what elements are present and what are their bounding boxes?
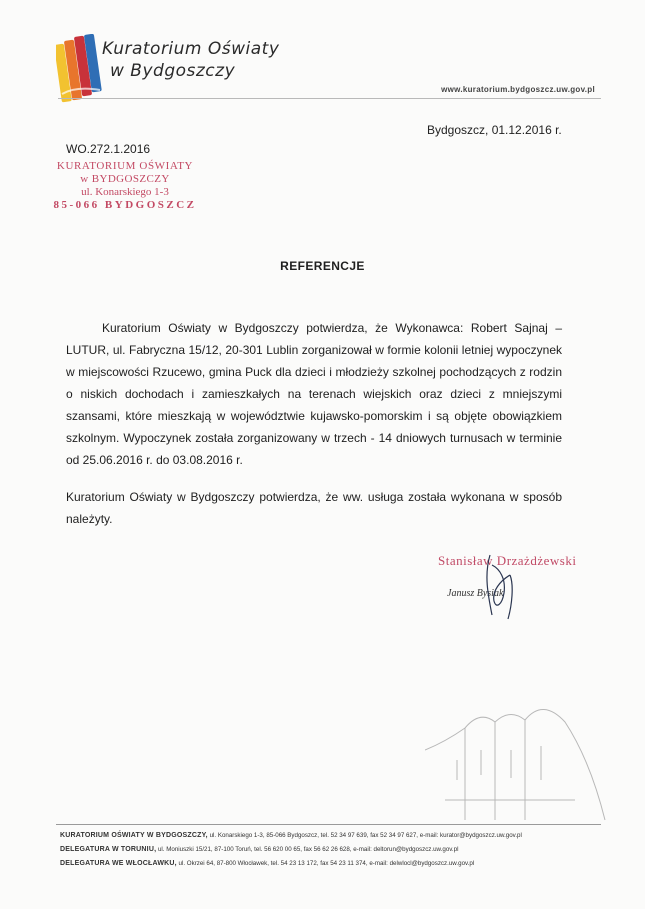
office-stamp [40,160,210,212]
footer-row-3-name: DELEGATURA WE WŁOCŁAWKU, [60,860,177,867]
body-paragraph-2: Kuratorium Oświaty w Bydgoszczy potwierdza, że ww. usługa została wykonana w sposób należyty. [66,490,562,526]
body-paragraph-1: Kuratorium Oświaty w Bydgoszczy potwierdza, że Wykonawca: Robert Sajnaj – LUTUR, ul. Fabryczna 15/12, 20-301 Lublin zorganizował w formie kolonii letniej wypoczynek w miejscowości Rzucewo, gmina Puck dla dzieci i młodzieży szkolnej pochodzących z rodzin o niskich dochodach i zamieszkałych na terenach wiejskich oraz dzieci z mniejszymi szansami, które mieszkają w województwie kujawsko-pomorskim i są objęte obowiązkiem szkolnym. Wypoczynek została zorganizowany w trzech - 14 dniowych turnusach w terminie od 25.06.2016 r. do 03.08.2016 r. [66,321,562,467]
building-watermark-icon [425,680,625,830]
stamp-line-2: w BYDGOSZCZY [80,173,170,185]
footer-row-1-name: KURATORIUM OŚWIATY W BYDGOSZCZY, [60,832,208,839]
header-divider [58,98,601,99]
body-paragraph-2-container [66,486,562,530]
footer-contacts [60,829,522,871]
footer-row-wloclawek [60,857,522,871]
logo-line-2: w Bydgoszczy [110,61,236,81]
signature-stamp-name-1: Stanisław Drzażdżewski [438,553,577,568]
logo-wordmark [102,38,279,82]
place-date: Bydgoszcz, 01.12.2016 r. [427,123,562,137]
footer-row-kuratorium [60,829,522,843]
kuratorium-logo-icon [56,34,106,106]
logo-line-1: Kuratorium Oświaty [102,39,280,59]
body-paragraph-1-container [66,317,562,471]
footer-row-2-details: ul. Moniuszki 15/21, 87-100 Toruń, tel. 56 620 00 65, fax 56 62 26 628, e-mail: deltorun@bydgoszcz.uw.gov.pl [157,846,459,853]
footer-row-torun [60,843,522,857]
stamp-line-3: ul. Konarskiego 1-3 [81,186,169,198]
website-url: www.kuratorium.bydgoszcz.uw.gov.pl [441,85,595,94]
reference-number: WO.272.1.2016 [66,142,151,156]
stamp-line-1: KURATORIUM OŚWIATY [56,160,194,172]
footer-row-2-name: DELEGATURA W TORUNIU, [60,846,157,853]
footer-divider [56,824,601,825]
footer-row-3-details: ul. Okrzei 64, 87-800 Włocławek, tel. 54 23 13 172, fax 54 23 11 374, e-mail: delwlocl@bydgoszcz.uw.gov.pl [178,860,475,867]
signature-stamp-name-2: Janusz Bysiak [447,588,504,599]
handwritten-signature-icon [470,545,540,625]
stamp-line-4: 85-066 BYDGOSZCZ [53,199,197,211]
footer-row-1-details: ul. Konarskiego 1-3, 85-066 Bydgoszcz, tel. 52 34 97 639, fax 52 34 97 627, e-mail: kurator@bydgoszcz.uw.gov.pl [209,832,522,839]
document-title: REFERENCJE [280,259,365,273]
